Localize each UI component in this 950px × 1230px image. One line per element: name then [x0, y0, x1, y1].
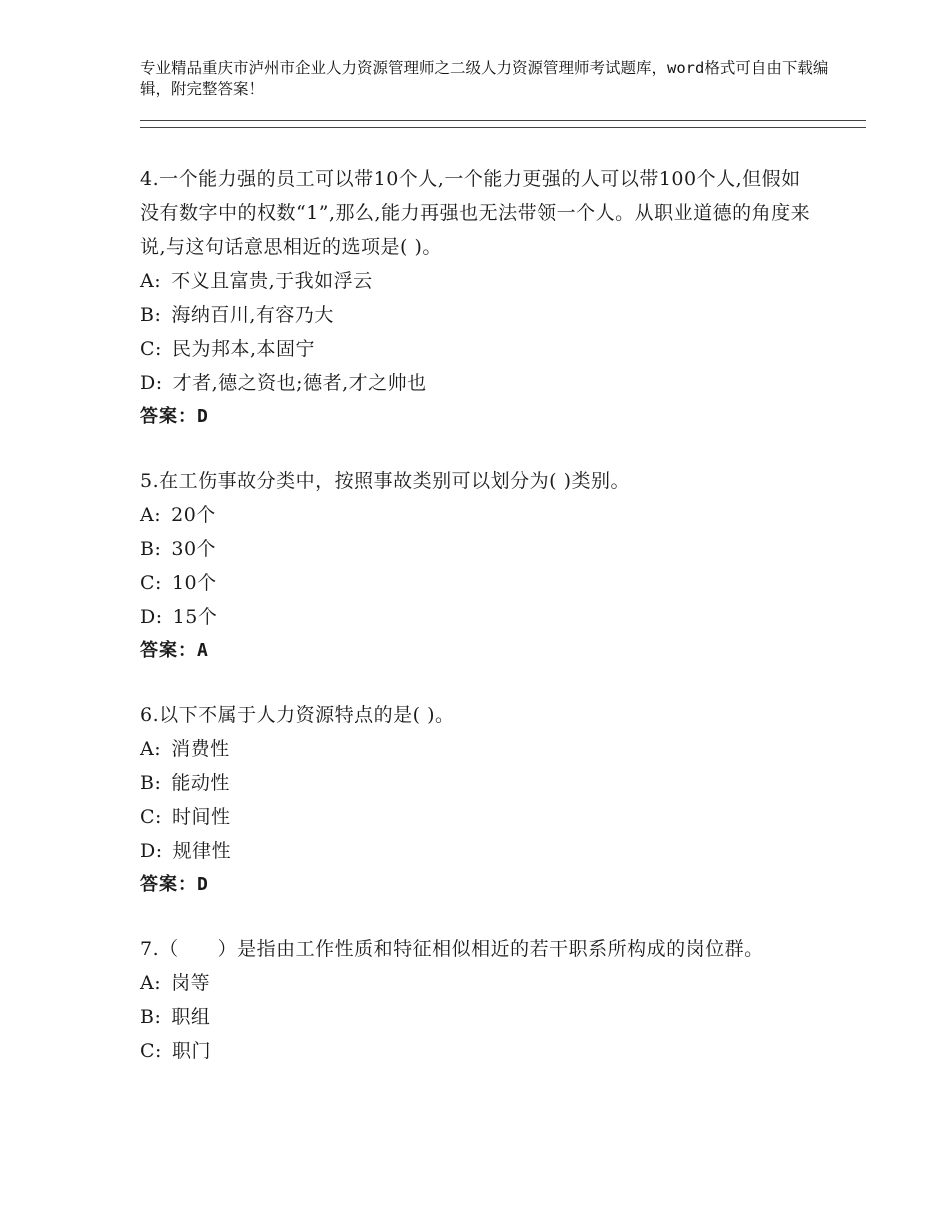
question-4 — [140, 162, 820, 434]
answer-line — [140, 400, 820, 434]
question-stem: 5.在工伤事故分类中，按照事故类别可以划分为( )类别。 — [140, 470, 630, 492]
option-c — [140, 1034, 820, 1068]
option-c — [140, 800, 820, 834]
answer-label: 答案： — [140, 640, 197, 661]
option-text: 20个 — [171, 504, 216, 526]
option-a — [140, 264, 820, 298]
option-letter: C: — [140, 806, 162, 828]
option-text: 职门 — [171, 1040, 211, 1062]
question-7 — [140, 932, 820, 1068]
option-text: 消费性 — [171, 738, 230, 760]
option-b — [140, 298, 820, 332]
option-text: 不义且富贵,于我如浮云 — [171, 270, 373, 292]
option-text: 15个 — [172, 606, 218, 628]
header-divider — [140, 120, 866, 128]
answer-line — [140, 868, 820, 902]
option-a — [140, 498, 820, 532]
option-text: 民为邦本,本固宁 — [171, 338, 315, 360]
option-text: 10个 — [171, 572, 217, 594]
question-list — [140, 162, 820, 1098]
option-a — [140, 732, 820, 766]
option-c — [140, 332, 820, 366]
answer-value: A — [197, 640, 208, 661]
option-text: 岗等 — [171, 972, 211, 994]
option-text: 职组 — [171, 1006, 211, 1028]
option-letter: C: — [140, 338, 162, 360]
question-stem: 7.（ ）是指由工作性质和特征相似相近的若干职系所构成的岗位群。 — [140, 938, 764, 960]
option-letter: A: — [140, 504, 162, 526]
option-letter: B: — [140, 1006, 162, 1028]
option-b — [140, 1000, 820, 1034]
option-b — [140, 766, 820, 800]
question-stem: 6.以下不属于人力资源特点的是( )。 — [140, 704, 455, 726]
answer-line — [140, 634, 820, 668]
answer-value: D — [197, 406, 208, 427]
option-text: 30个 — [171, 538, 217, 560]
option-b — [140, 532, 820, 566]
option-letter: A: — [140, 972, 162, 994]
option-letter: A: — [140, 738, 162, 760]
question-stem: 4.一个能力强的员工可以带10个人,一个能力更强的人可以带100个人,但假如没有数字中的权数“1”,那么,能力再强也无法带领一个人。从职业道德的角度来说,与这句话意思相近的选项是( )。 — [140, 168, 811, 258]
document-header: 专业精品重庆市泸州市企业人力资源管理师之二级人力资源管理师考试题库，word格式可自由下载编辑，附完整答案！ — [140, 59, 829, 98]
option-letter: D: — [140, 372, 163, 394]
option-letter: B: — [140, 772, 162, 794]
option-letter: D: — [140, 606, 163, 628]
question-5 — [140, 464, 820, 668]
option-text: 海纳百川,有容乃大 — [171, 304, 334, 326]
option-a — [140, 966, 820, 1000]
option-d — [140, 600, 820, 634]
option-letter: D: — [140, 840, 163, 862]
option-d — [140, 834, 820, 868]
option-text: 能动性 — [171, 772, 230, 794]
option-letter: B: — [140, 538, 162, 560]
option-letter: C: — [140, 1040, 162, 1062]
answer-label: 答案： — [140, 406, 197, 427]
option-letter: C: — [140, 572, 162, 594]
answer-label: 答案： — [140, 874, 197, 895]
option-letter: A: — [140, 270, 162, 292]
option-letter: B: — [140, 304, 162, 326]
option-c — [140, 566, 820, 600]
option-text: 才者,德之资也;德者,才之帅也 — [172, 372, 427, 394]
option-text: 时间性 — [171, 806, 231, 828]
option-text: 规律性 — [172, 840, 232, 862]
answer-value: D — [197, 874, 208, 895]
question-6 — [140, 698, 820, 902]
option-d — [140, 366, 820, 400]
